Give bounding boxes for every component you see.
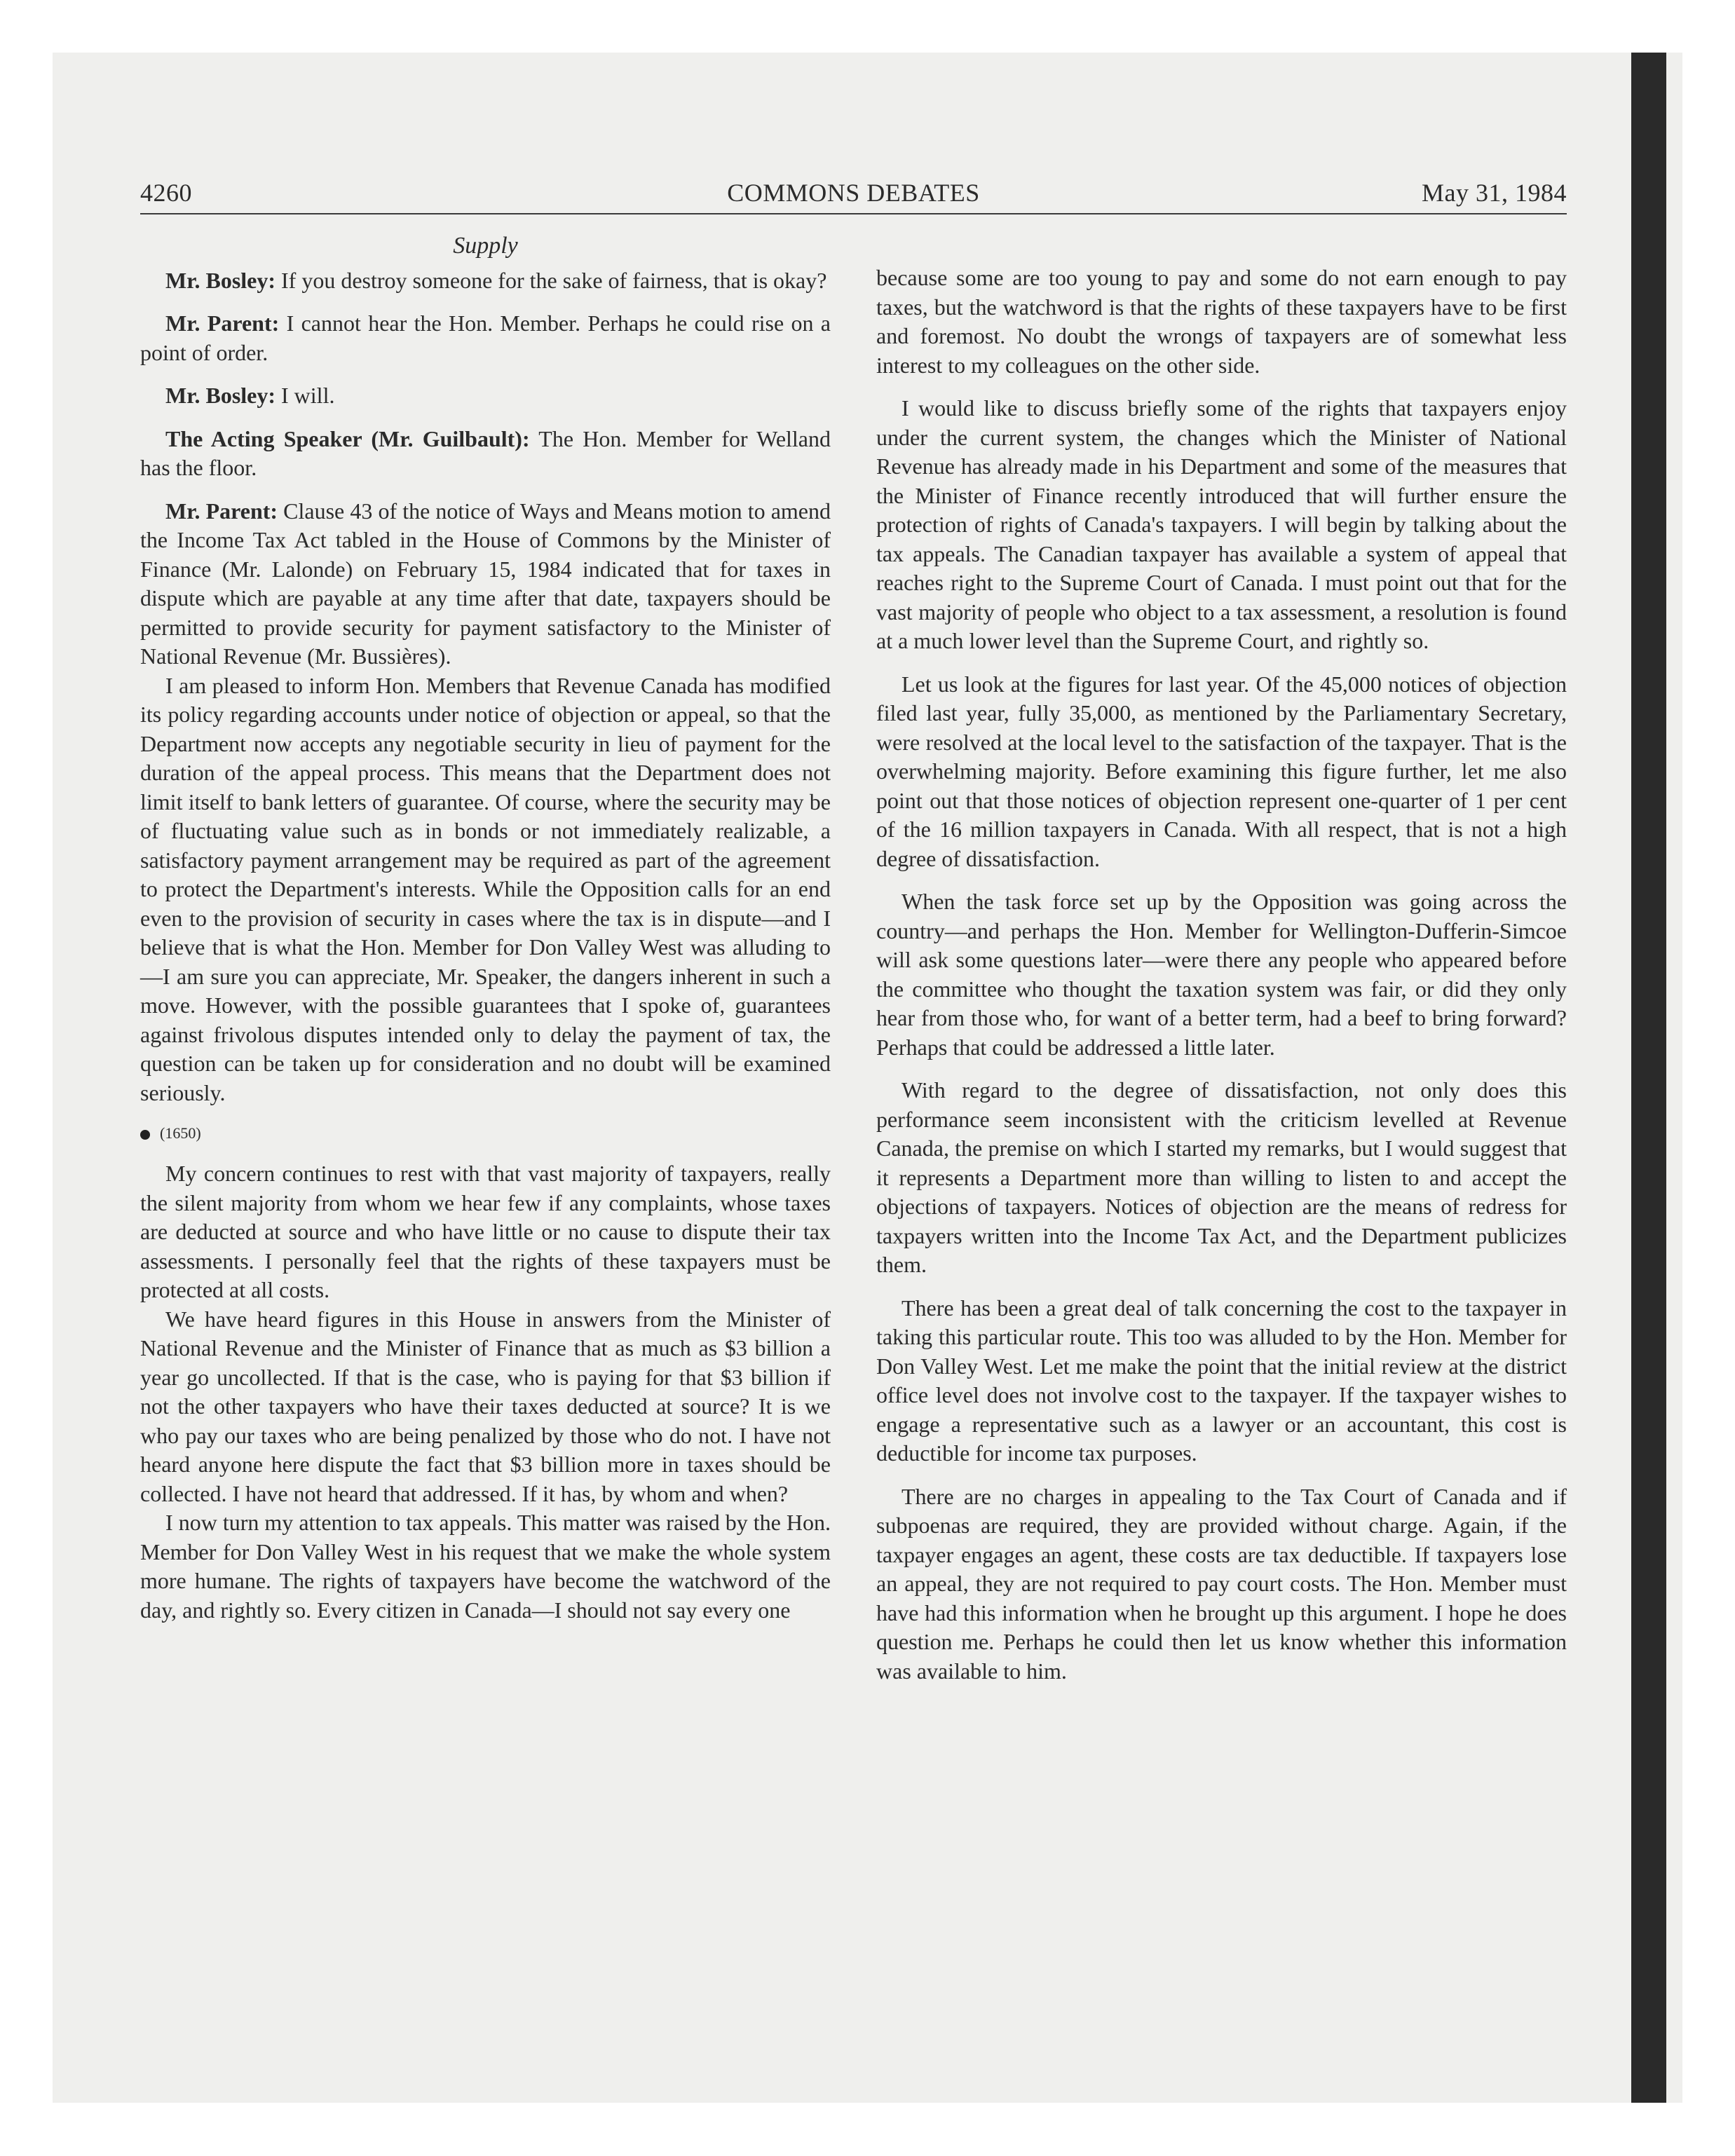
paragraph [140, 266, 831, 296]
column-top-spacer [876, 231, 1567, 264]
document-page [140, 175, 1567, 2033]
left-column [140, 231, 831, 1625]
scan-edge-bar [1631, 53, 1666, 2103]
speaker-name: Mr. Parent: [165, 498, 278, 524]
section-title: Supply [453, 233, 518, 259]
speech-text: I will. [275, 383, 335, 408]
page-number: 4260 [140, 179, 192, 207]
speech-text: Clause 43 of the notice of Ways and Means motion to amend the Income Tax Act tabled in the House of Commons by the Minister of Finance (Mr. Lalonde) on February 15, 1984 indicated that for taxes in dispute which are payable at any time after that date, taxpayers should be permitted to provide security for payment satisfactory to the Minister of National Revenue (Mr. Bussières). [140, 498, 831, 669]
paragraph: There has been a great deal of talk concerning the cost to the taxpayer in taking this particular route. This too was alluded to by the Hon. Member for Don Valley West. Let me make the point that the initial review at the district office level does not involve cost to the taxpayer. If the taxpayer wishes to engage a representative such as a lawyer or an accountant, this cost is deductible for income tax purposes. [876, 1295, 1567, 1466]
bullet-icon [140, 1130, 150, 1140]
running-header [140, 175, 1567, 214]
speech-text: The Hon. Member for Welland has the floor. [140, 425, 831, 480]
paragraph: We have heard figures in this House in answers from the Minister of National Revenue and the Minister of Finance that as much as $3 billion a year go uncollected. If that is the case, who is paying for that $3 billion if not the other taxpayers who have their taxes deducted at source? It is we who pay our taxes who are being penalized by those who do not. I have not heard anyone here dispute the fact that $3 billion more in taxes should be collected. I have not heard that addressed. If it has, by whom and when? [140, 1306, 831, 1506]
paragraph: I now turn my attention to tax appeals. This matter was raised by the Hon. Member for Don Valley West in his request that we make the whole system more humane. The rights of taxpayers have become the watchword of the day, and rightly so. Every citizen in Canada—I should not say every one [140, 1510, 831, 1623]
paragraph: There are no charges in appealing to the Tax Court of Canada and if subpoenas are required, they are provided without charge. Again, if the taxpayer engages an agent, these costs are tax deductible. If taxpayers lose an appeal, they are not required to pay court costs. The Hon. Member must have had this information when he brought up this argument. I hope he does question me. Perhaps he could then let us know whether this information was available to him. [876, 1483, 1567, 1684]
speaker-name: Mr. Bosley: [165, 267, 276, 293]
speaker-name: Mr. Bosley: [165, 383, 276, 408]
speaker-name: The Acting Speaker (Mr. Guilbault): [165, 425, 530, 451]
paragraph [140, 425, 831, 483]
paragraph: Let us look at the figures for last year. Of the 45,000 notices of objection filed last year, fully 35,000, as mentioned by the Parliamentary Secretary, were resolved at the local level to the satisfaction of the taxpayer. That is the overwhelming majority. Before examining this figure further, let me also point out that those notices of objection represent one-quarter of 1 per cent of the 16 million taxpayers in Canada. With all respect, that is not a high degree of dissatisfaction. [876, 671, 1567, 871]
paragraph: My concern continues to rest with that vast majority of taxpayers, really the silent majority from whom we hear few if any complaints, whose taxes are deducted at source and who have little or no cause to dispute their tax assessments. I personally feel that the rights of these taxpayers must be protected at all costs. [140, 1161, 831, 1302]
publication-title: COMMONS DEBATES [727, 179, 980, 207]
speaker-name: Mr. Parent: [165, 311, 280, 336]
time-marker [140, 1123, 831, 1144]
speech-text: I cannot hear the Hon. Member. Perhaps he could rise on a point of order. [140, 311, 831, 365]
right-column [876, 231, 1567, 1700]
speech-text: If you destroy someone for the sake of fairness, that is okay? [275, 267, 827, 293]
publication-date: May 31, 1984 [1422, 179, 1567, 207]
time-marker-text: (1650) [160, 1124, 201, 1142]
paragraph [140, 497, 831, 671]
paragraph: With regard to the degree of dissatisfaction, not only does this performance seem inconsistent with the criticism levelled at Revenue Canada, the premise on which I started my remarks, but I would suggest that it represents a Department more than willing to listen to and accept the objections of taxpayers. Notices of objection are the means of redress for taxpayers written into the Income Tax Act, and the Department publicizes them. [876, 1077, 1567, 1277]
paragraph: When the task force set up by the Opposition was going across the country—and perhaps the Hon. Member for Wellington-Dufferin-Simcoe will ask some questions later—were there any people who appeared before the committee who thought the taxation system was fair, or did they only hear from those who, for want of a better term, had a beef to bring forward? Perhaps that could be addressed a little later. [876, 889, 1567, 1060]
paragraph: I would like to discuss briefly some of the rights that taxpayers enjoy under the current system, the changes which the Minister of National Revenue has already made in his Department and some of the measures that the Minister of Finance recently introduced that will further ensure the protection of rights of Canada's taxpayers. I will begin by talking about the tax appeals. The Canadian taxpayer has available a system of appeal that reaches right to the Supreme Court of Canada. I must point out that for the vast majority of people who object to a tax assessment, a resolution is found at a much lower level than the Supreme Court, and rightly so. [876, 395, 1567, 653]
paragraph [140, 309, 831, 367]
paragraph: I am pleased to inform Hon. Members that Revenue Canada has modified its policy regarding accounts under notice of objection or appeal, so that the Department now accepts any negotiable security in lieu of payment for the duration of the appeal process. This means that the Department does not limit itself to bank letters of guarantee. Of course, where the security may be of fluctuating value such as in bonds or not immediately realizable, a satisfactory payment arrangement may be required as part of the agreement to protect the Department's interests. While the Opposition calls for an end even to the provision of security in cases where the tax is in dispute—and I believe that is what the Hon. Member for Don Valley West was alluding to—I am sure you can appreciate, Mr. Speaker, the dangers inherent in such a move. However, with the possible guarantees that I spoke of, guarantees against frivolous disputes intended only to delay the payment of tax, the question can be taken up for consideration and no doubt will be examined seriously. [140, 672, 831, 1105]
paragraph [140, 381, 831, 411]
paragraph: because some are too young to pay and some do not earn enough to pay taxes, but the watchword is that the rights of these taxpayers have to be first and foremost. No doubt the wrongs of taxpayers are of somewhat less interest to my colleagues on the other side. [876, 265, 1567, 378]
